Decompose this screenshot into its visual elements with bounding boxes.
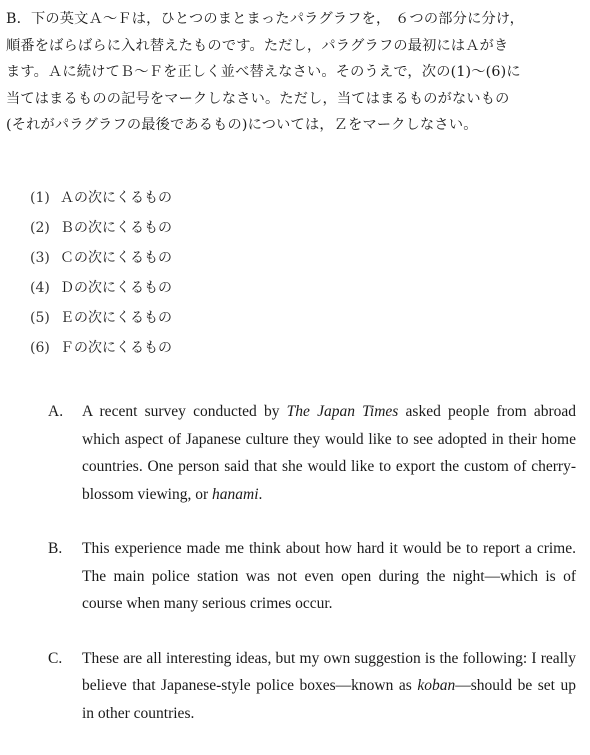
passage-label: C.	[48, 649, 63, 667]
question-list	[30, 183, 330, 363]
passage-a	[48, 398, 576, 508]
italic-title: The Japan Times	[286, 403, 399, 420]
passage-label: A.	[48, 403, 64, 420]
instruction-line: (それがパラグラフの最後であるもの)については，Ｚをマークしなさい。	[6, 117, 478, 133]
passage-text: These are all interesting ideas, but my own suggestion is the following: I really believe that Japanese-style police boxes—known as koban—should be set up in other countries.	[82, 649, 577, 722]
question-item	[30, 213, 330, 243]
question-text: Ｆの次にくるもの	[60, 340, 172, 356]
question-item	[30, 183, 330, 213]
question-text: Ｅの次にくるもの	[60, 310, 172, 326]
question-number: (2)	[30, 220, 50, 236]
question-text: Ａの次にくるもの	[60, 190, 172, 206]
question-item	[30, 243, 330, 273]
question-item	[30, 333, 330, 363]
question-number: (6)	[30, 340, 50, 356]
italic-term: koban	[417, 677, 456, 694]
passage-c	[48, 645, 576, 728]
passage-b	[48, 535, 576, 618]
instruction-line: 当てはまるものの記号をマークしなさい。ただし，当てはまるものがないもの	[6, 90, 510, 107]
passage-label: B.	[48, 540, 63, 557]
instruction-line: 順番をばらばらに入れ替えたものです。ただし，パラグラフの最初にはＡがき	[6, 37, 509, 54]
question-text: Ｂの次にくるもの	[60, 220, 172, 236]
question-number: (4)	[30, 280, 50, 296]
passage-text: This experience made me think about how hard it would be to report a crime. The main police station was not even open during the night—which is of course when many serious crimes occur.	[82, 540, 576, 612]
instruction-line: B．下の英文Ａ～Ｆは，ひとつのまとまったパラグラフを， ６つの部分に分け，	[6, 11, 525, 27]
question-text: Ｄの次にくるもの	[60, 280, 172, 296]
instruction-line: ます。Ａに続けてＢ～Ｆを正しく並べ替えなさい。そのうえで，次の(1)～(6)に	[6, 64, 521, 80]
italic-term: hanami	[212, 485, 259, 503]
question-item	[30, 303, 330, 333]
question-number: (5)	[30, 310, 50, 326]
question-item	[30, 273, 330, 303]
passages	[48, 398, 576, 754]
instructions	[6, 6, 578, 139]
question-text: Ｃの次にくるもの	[60, 250, 172, 266]
passage-text: A recent survey conducted by The Japan Times asked people from abroad which aspect of Japanese culture they would like to see adopted in their home countries. One person said that she would like to export the custom of cherry-blossom viewing, or hanami.	[82, 403, 576, 503]
question-number: (1)	[30, 190, 50, 206]
question-number: (3)	[30, 250, 50, 266]
